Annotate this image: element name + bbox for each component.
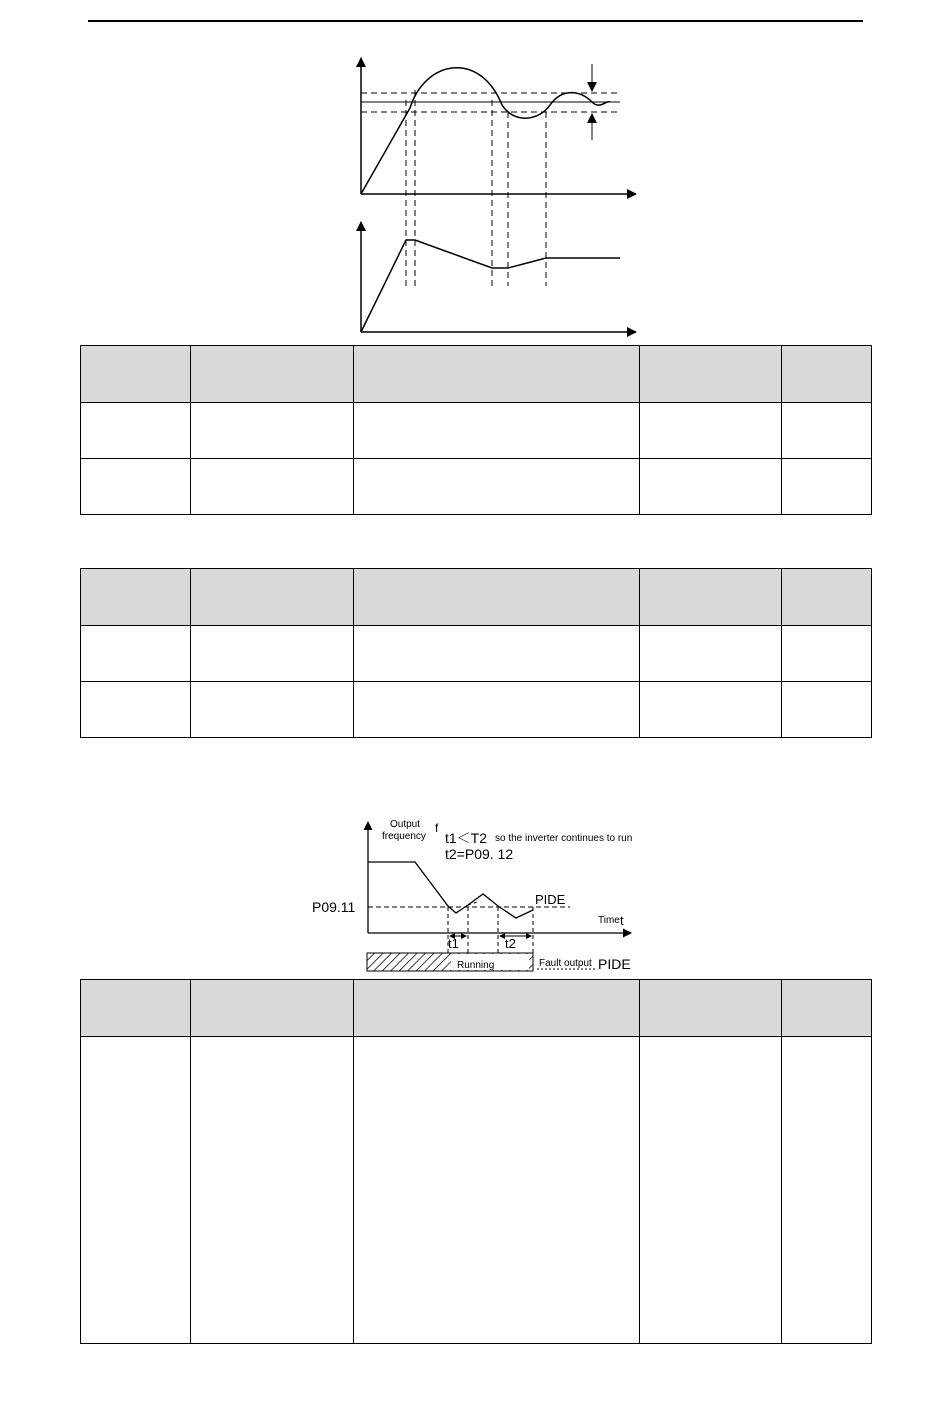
parameter-table-3 (80, 979, 872, 1344)
table-header-row (81, 569, 872, 626)
condition-note: so the inverter continues to run (495, 833, 633, 844)
y-label-line2: frequency (382, 831, 426, 842)
fault-pide-label: PIDE (598, 956, 631, 972)
frequency-curve (368, 862, 533, 918)
running-label: Running (457, 960, 495, 971)
pide-label: PIDE (535, 892, 566, 907)
parameter-table-2 (80, 568, 872, 738)
feedback-curve (361, 68, 610, 194)
table-header-row (81, 346, 872, 403)
t2-definition: t2=P09. 12 (445, 846, 514, 862)
output-curve (361, 240, 620, 332)
table-header-row (81, 980, 872, 1037)
f-label: f (435, 821, 439, 835)
pid-offline-figure (305, 810, 645, 980)
header-rule (88, 20, 863, 22)
y-label-line1: Output (390, 819, 421, 830)
table-row (81, 403, 872, 459)
pid-response-figure (340, 50, 650, 345)
table-row (81, 626, 872, 682)
time-label: Time (598, 915, 620, 926)
table-row (81, 1037, 872, 1344)
table-row (81, 459, 872, 515)
t-label: t (620, 913, 624, 928)
parameter-table-1 (80, 345, 872, 515)
condition-label: t1＜T2 (445, 830, 488, 846)
fault-output-label: Fault output (539, 958, 592, 969)
threshold-label: P09.11 (312, 899, 356, 915)
t2-label: t2 (505, 936, 516, 951)
table-row (81, 682, 872, 738)
t1-label: t1 (448, 936, 459, 951)
